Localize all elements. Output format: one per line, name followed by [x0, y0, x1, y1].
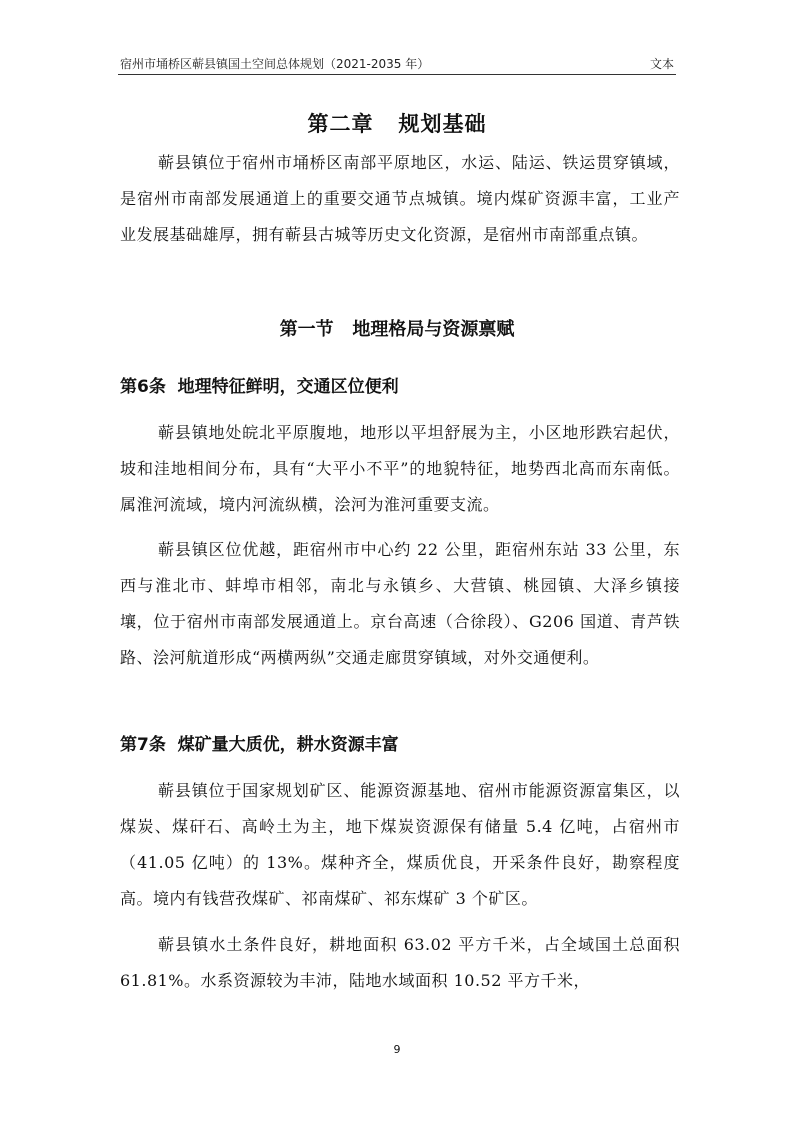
article-7-paragraph-1: 蕲县镇位于国家规划矿区、能源资源基地、宿州市能源资源富集区，以煤炭、煤矸石、高岭土为主，地下煤炭资源保有储量 5.4 亿吨，占宿州市（41.05 亿吨）的 13%。煤种齐全，煤质优良，开采条件良好，勘察程度高。境内有钱营孜煤矿、祁南煤矿、祁东煤矿 3 个矿区。 — [120, 781, 680, 908]
article-7-heading: 第7条 煤矿量大质优，耕水资源丰富 — [120, 735, 399, 755]
page-number: 9 — [393, 1043, 401, 1056]
header-title: 宿州市埇桥区蕲县镇国土空间总体规划（2021-2035 年） — [120, 57, 430, 71]
article-6-paragraph-1: 蕲县镇地处皖北平原腹地，地形以平坦舒展为主，小区地形跌宕起伏，坡和洼地相间分布，具有“大平小不平”的地貌特征，地势西北高而东南低。属淮河流域，境内河流纵横，浍河为淮河重要支流。 — [120, 423, 680, 514]
intro-paragraph: 蕲县镇位于宿州市埇桥区南部平原地区，水运、陆运、铁运贯穿镇域，是宿州市南部发展通道上的重要交通节点城镇。境内煤矿资源丰富，工业产业发展基础雄厚，拥有蕲县古城等历史文化资源，是宿州市南部重点镇。 — [120, 153, 680, 244]
article-7-paragraph-2: 蕲县镇水土条件良好，耕地面积 63.02 平方千米，占全域国土总面积 61.81%。水系资源较为丰沛，陆地水域面积 10.52 平方千米， — [120, 935, 680, 990]
running-header — [118, 52, 676, 75]
chapter-title: 第二章 规划基础 — [307, 112, 487, 136]
article-6-paragraph-2: 蕲县镇区位优越，距宿州市中心约 22 公里，距宿州东站 33 公里，东西与淮北市、蚌埠市相邻，南北与永镇乡、大营镇、桃园镇、大泽乡镇接壤，位于宿州市南部发展通道上。京台高速（合徐段）、G206 国道、青芦铁路、浍河航道形成“两横两纵”交通走廊贯穿镇域，对外交通便利。 — [120, 540, 680, 667]
article-6-heading: 第6条 地理特征鲜明，交通区位便利 — [120, 377, 399, 397]
section-title: 第一节 地理格局与资源禀赋 — [279, 319, 515, 340]
header-doc-type: 文本 — [649, 57, 674, 71]
